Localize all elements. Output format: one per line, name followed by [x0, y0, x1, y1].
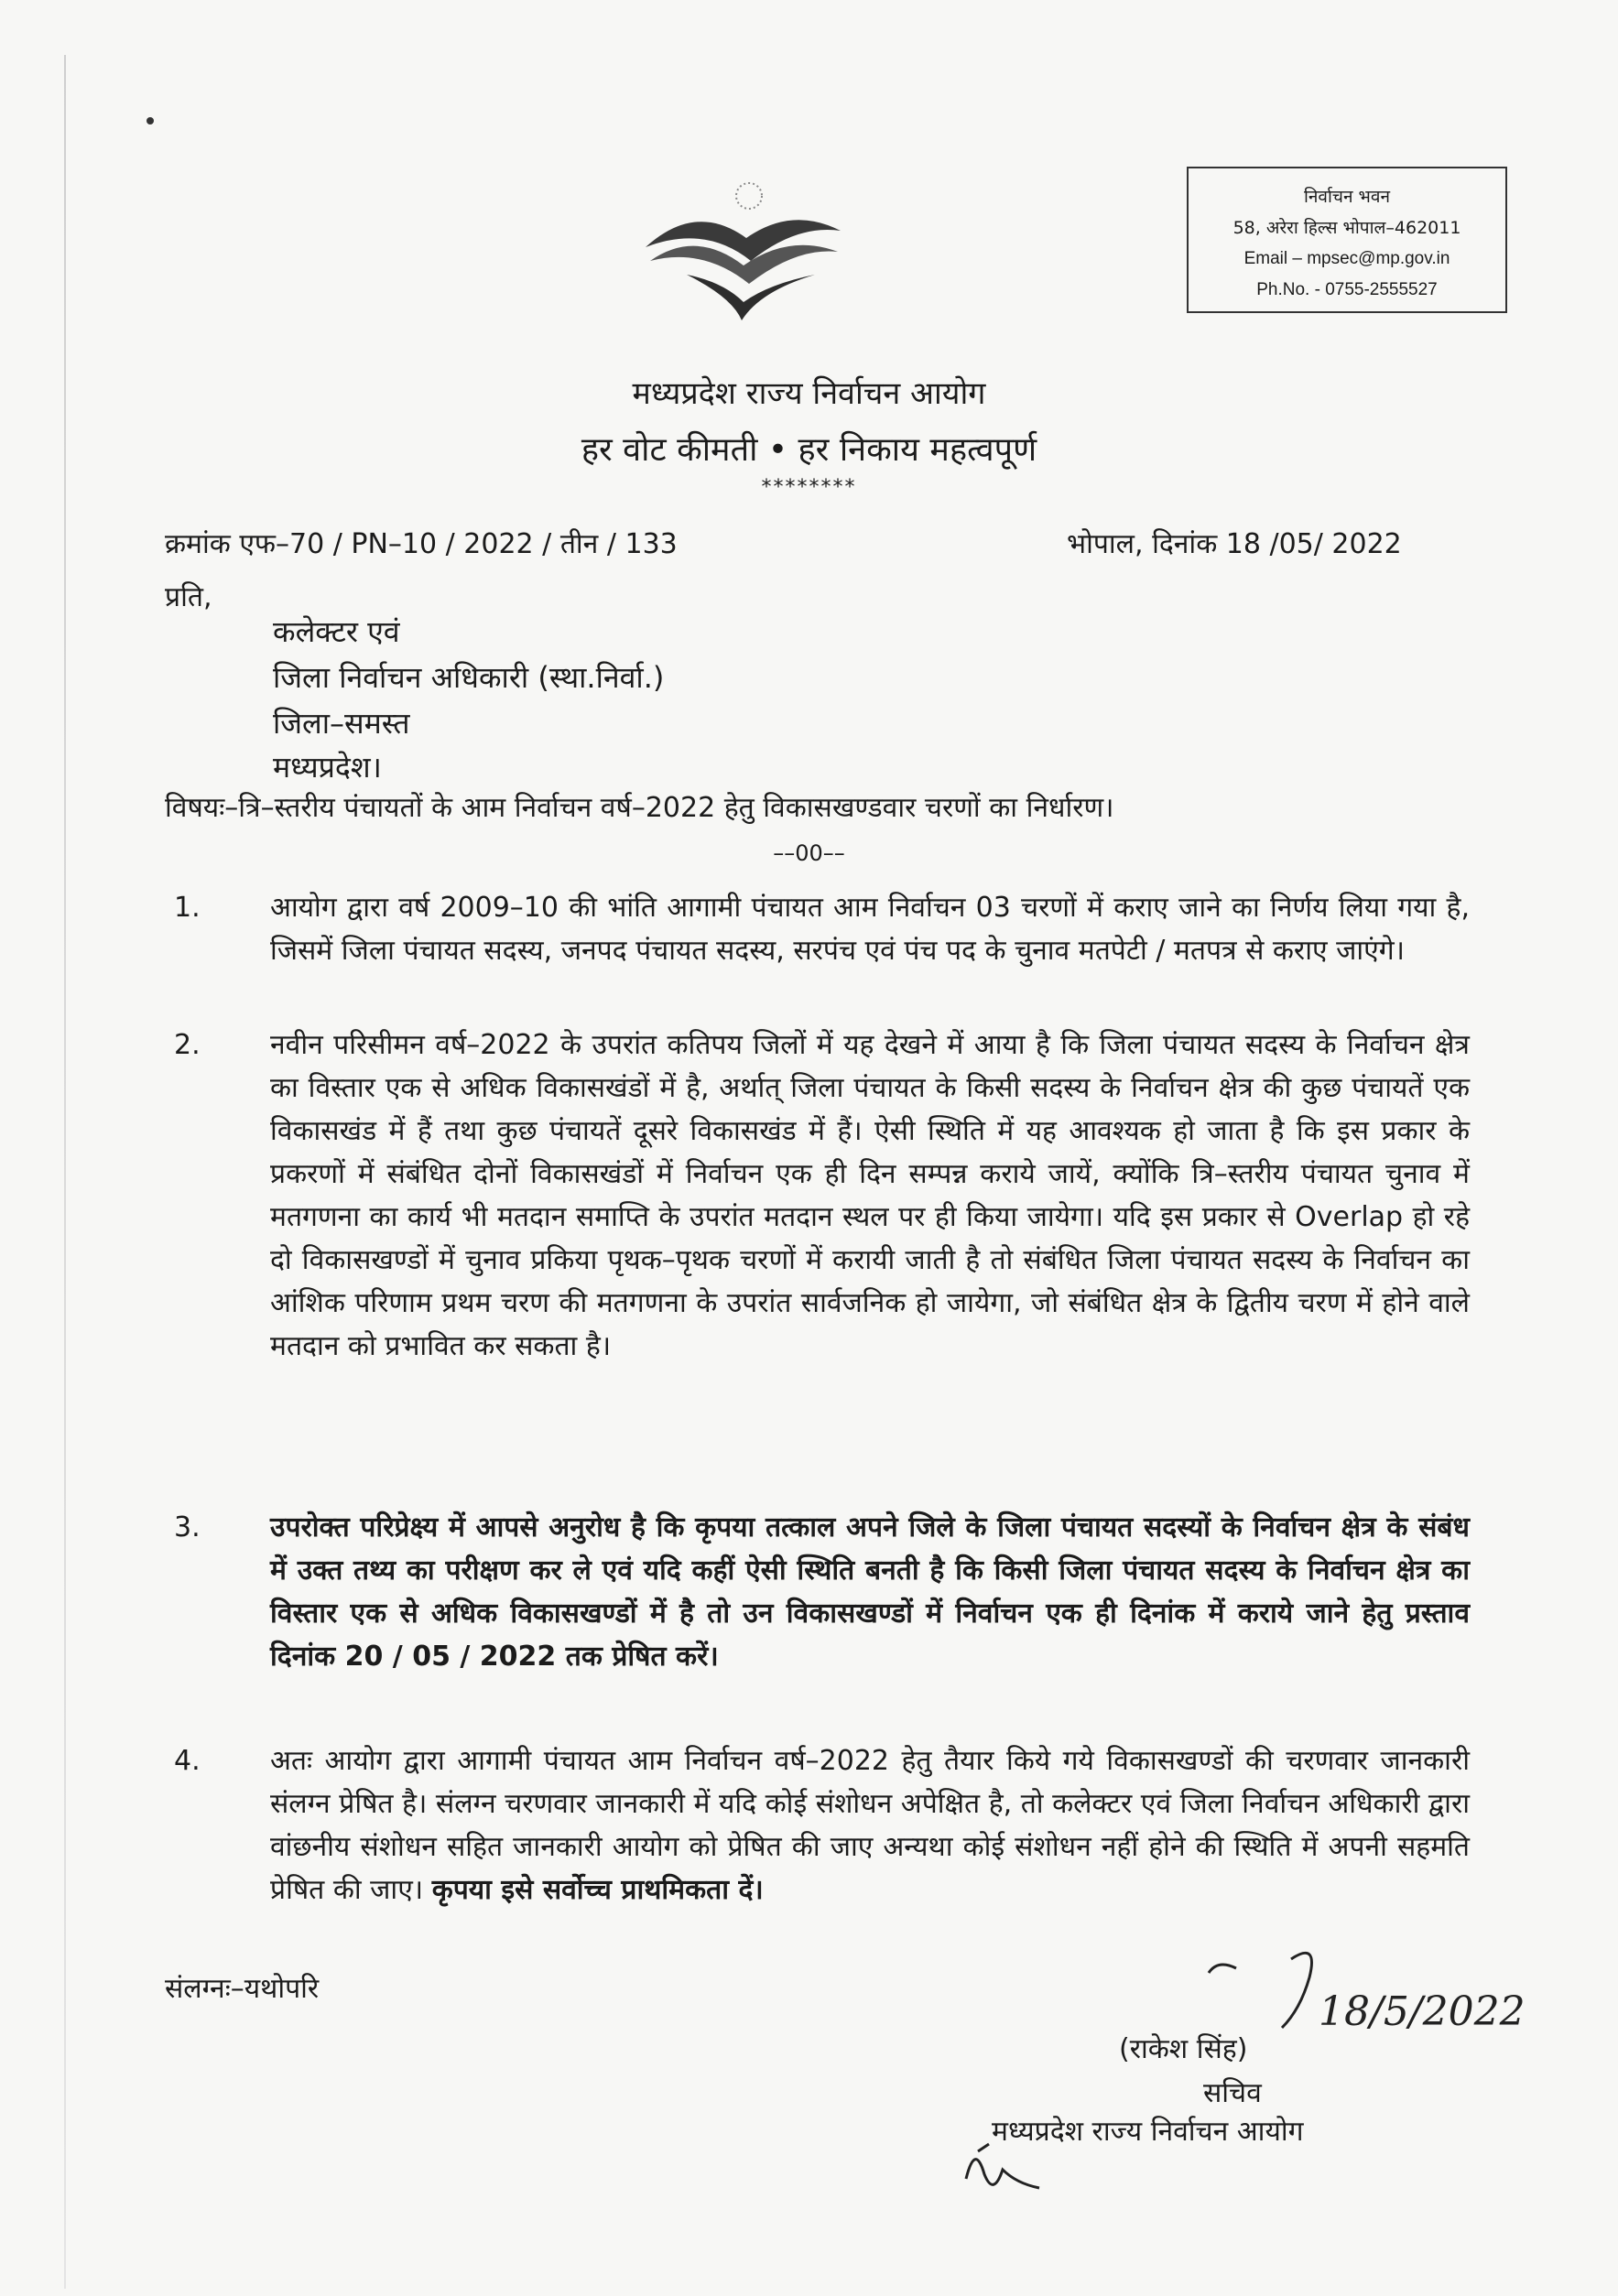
handwritten-initials-icon	[952, 2124, 1053, 2206]
scan-speck	[147, 117, 154, 125]
paragraph-text: उपरोक्त परिप्रेक्ष्य में आपसे अनुरोध है कि कृपया तत्काल अपने जिले के जिला पंचायत सदस्यों के निर्वाचन क्षेत्र के संबंध में उक्त तथ्य का परीक्षण कर ले एवं यदि कहीं ऐसी स्थिति बनती है कि किसी जिला पंचायत सदस्य के निर्वाचन क्षेत्र का विस्तार एक से अधिक विकासखण्डों में है तो उन विकासखण्डों में निर्वाचन एक ही दिनांक में कराये जाने हेतु प्रस्ताव दिनांक 20 / 05 / 2022 तक प्रेषित करें।	[270, 1511, 1470, 1673]
addressee-prefix: प्रति,	[165, 581, 212, 613]
paragraph-number: 1.	[174, 892, 201, 924]
handwritten-date: 18/5/2022	[1319, 1988, 1526, 2035]
signatory-org: मध्यप्रदेश राज्य निर्वाचन आयोग	[992, 2116, 1304, 2148]
commission-logo-icon	[632, 174, 852, 325]
address-phone: Ph.No. - 0755-2555527	[1256, 280, 1438, 299]
header-stars: ********	[761, 476, 857, 499]
org-title: मध्यप्रदेश राज्य निर्वाचन आयोग	[632, 375, 986, 412]
addressee-line-4: मध्यप्रदेश।	[273, 750, 382, 785]
signatory-name: (राकेश सिंह)	[1119, 2033, 1248, 2065]
letter-date: भोपाल, दिनांक 18 /05/ 2022	[1067, 528, 1402, 560]
reference-number: क्रमांक एफ–70 / PN–10 / 2022 / तीन / 133	[165, 528, 678, 560]
subject-line: विषयः–त्रि–स्तरीय पंचायतों के आम निर्वाचन वर्ष–2022 हेतु विकासखण्डवार चरणों का निर्धारण।	[165, 792, 1114, 824]
enclosure-note: संलग्नः–यथोपरि	[165, 1973, 320, 2005]
address-building: निर्वाचन भवन	[1303, 187, 1391, 207]
address-box	[1187, 167, 1507, 313]
org-slogan: हर वोट कीमती • हर निकाय महत्वपूर्ण	[581, 431, 1037, 469]
priority-note: कृपया इसे सर्वोच्च प्राथमिकता दें।	[431, 1874, 764, 1906]
paragraph-text: आयोग द्वारा वर्ष 2009–10 की भांति आगामी पंचायत आम निर्वाचन 03 चरणों में कराए जाने का निर्णय लिया गया है, जिसमें जिला पंचायत सदस्य, जनपद पंचायत सदस्य, सरपंच एवं पंच पद के चुनाव मतपेटी / मतपत्र से कराए जाएंगे।	[270, 892, 1470, 967]
handwritten-signature-icon	[1181, 1941, 1526, 2060]
addressee-line-1: कलेक्टर एवं	[273, 614, 400, 649]
paragraph-body: अतः आयोग द्वारा आगामी पंचायत आम निर्वाचन वर्ष–2022 हेतु तैयार किये गये विकासखण्डों की चरणवार जानकारी संलग्न प्रेषित है। संलग्न चरणवार जानकारी में यदि कोई संशोधन अपेक्षित है, तो कलेक्टर एवं जिला निर्वाचन अधिकारी द्वारा वांछनीय संशोधन सहित जानकारी आयोग को प्रेषित की जाए अन्यथा कोई संशोधन नहीं होने की स्थिति में अपनी सहमति प्रेषित की जाए।	[270, 1745, 1470, 1906]
paragraph-number: 4.	[174, 1745, 201, 1777]
addressee-line-2: जिला निर्वाचन अधिकारी (स्था.निर्वा.)	[273, 660, 665, 695]
paragraph-number: 2.	[174, 1029, 201, 1061]
separator: ––00––	[773, 840, 845, 866]
paragraph-number: 3.	[174, 1511, 201, 1543]
signatory-designation: सचिव	[1203, 2077, 1262, 2109]
addressee-line-3: जिला–समस्त	[273, 706, 410, 741]
address-street: 58, अरेरा हिल्स भोपाल–462011	[1233, 218, 1461, 238]
paragraph-text: नवीन परिसीमन वर्ष–2022 के उपरांत कतिपय जिलों में यह देखने में आया है कि जिला पंचायत सदस्य के निर्वाचन क्षेत्र का विस्तार एक से अधिक विकासखंडों में है, अर्थात् जिला पंचायत के किसी सदस्य के निर्वाचन क्षेत्र की कुछ पंचायतें एक विकासखंड में हैं तथा कुछ पंचायतें दूसरे विकासखंड में हैं। ऐसी स्थिति में यह आवश्यक हो जाता है कि इस प्रकार के प्रकरणों में संबंधित दोनों विकासखंडों में निर्वाचन एक ही दिन सम्पन्न कराये जायें, क्योंकि त्रि–स्तरीय पंचायत चुनाव में मतगणना का कार्य भी मतदान समाप्ति के उपरांत मतदान स्थल पर ही किया जायेगा। यदि इस प्रकार से Overlap हो रहे दो विकासखण्डों में चुनाव प्रकिया पृथक–पृथक चरणों में करायी जाती है तो संबंधित जिला पंचायत सदस्य के निर्वाचन का आंशिक परिणाम प्रथम चरण की मतगणना के उपरांत सार्वजनिक हो जायेगा, जो संबंधित क्षेत्र के द्वितीय चरण में होने वाले मतदान को प्रभावित कर सकता है।	[270, 1029, 1470, 1362]
paragraph-text	[270, 1739, 1470, 1912]
address-email: Email – mpsec@mp.gov.in	[1243, 249, 1450, 268]
